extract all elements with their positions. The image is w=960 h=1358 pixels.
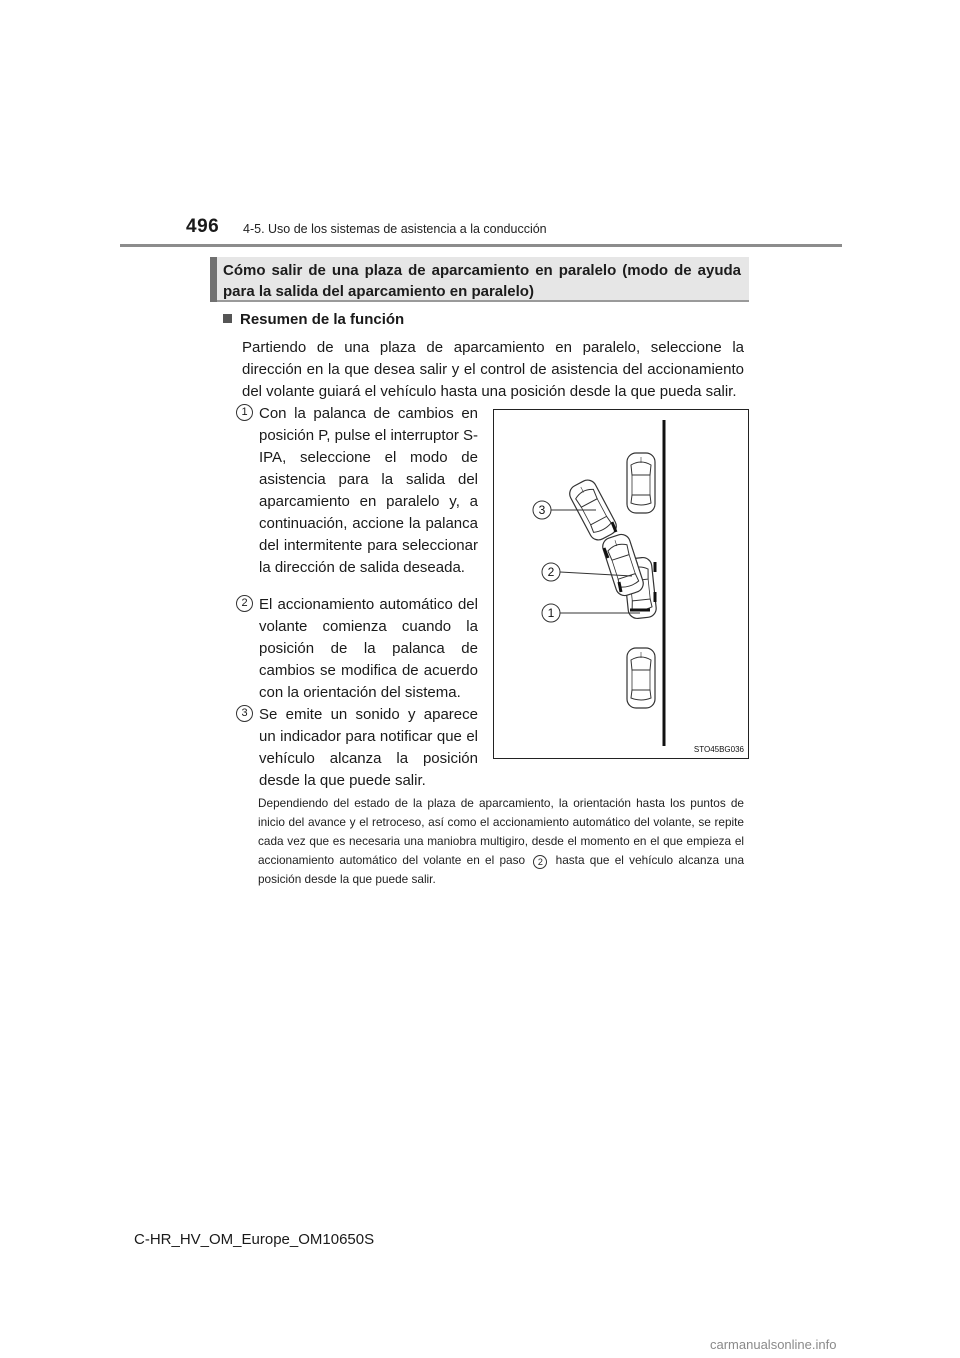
svg-text:2: 2 bbox=[547, 565, 555, 579]
subheading-text: Resumen de la función bbox=[240, 311, 405, 328]
note-text-before: Dependiendo del estado de la plaza de aparcamiento, la orientación hasta los puntos de inicio del avance y el retroceso, así como el accionamiento automático del volante, se repite cada vez que es necesaria una maniobra multigiro, desde el momento en el que empieza el accionamiento automático del volante en el paso bbox=[258, 796, 744, 867]
parking-diagram bbox=[493, 409, 749, 759]
section-title bbox=[223, 260, 741, 302]
intro-paragraph: Partiendo de una plaza de aparcamiento en paralelo, seleccione la dirección en la que desea salir y el control de asistencia del accionamiento del volante guiará el vehículo hasta una posición desde la que pueda salir. bbox=[242, 339, 744, 400]
callout-2 bbox=[542, 563, 560, 581]
step-1-text: Con la palanca de cambios en posición P, pulse el interruptor S-IPA, seleccione el modo de asistencia para la salida del aparcamiento en paralelo y, a continuación, accione la palanca del intermitente para seleccionar la dirección de salida deseada. bbox=[259, 405, 479, 576]
note-text-after: hasta que el vehículo alcanza una posición desde la que puede salir. bbox=[258, 853, 745, 886]
figure-code: STO45BG036 bbox=[693, 745, 744, 754]
watermark: carmanualsonline.info bbox=[710, 1337, 837, 1352]
section-title-bar bbox=[210, 257, 217, 302]
step-3-text: Se emite un sonido y aparece un indicador para notificar que el vehículo alcanza la posición desde la que puede salir. bbox=[259, 706, 478, 789]
svg-text:3: 3 bbox=[538, 503, 546, 517]
header-divider bbox=[120, 244, 842, 247]
svg-text:1: 1 bbox=[547, 606, 555, 620]
parked-car-rear bbox=[627, 648, 655, 708]
section-title-line-2: para la salida del aparcamiento en paralelo) bbox=[223, 283, 534, 300]
section-title-line-1: Cómo salir de una plaza de aparcamiento en paralelo (modo de ayuda bbox=[223, 262, 741, 279]
step-3-number: 3 bbox=[236, 705, 253, 722]
callout-3 bbox=[533, 501, 551, 519]
document-footer: C-HR_HV_OM_Europe_OM10650S bbox=[134, 1231, 375, 1248]
page-number: 496 bbox=[186, 216, 220, 237]
note-paragraph bbox=[258, 794, 744, 889]
step-2-number: 2 bbox=[236, 595, 253, 612]
chapter-title: 4-5. Uso de los sistemas de asistencia a la conducción bbox=[243, 222, 547, 236]
step-1-number: 1 bbox=[236, 404, 253, 421]
parking-diagram-svg bbox=[494, 410, 748, 758]
note-step-ref: 2 bbox=[533, 855, 547, 869]
square-bullet-icon bbox=[223, 314, 232, 323]
subheading bbox=[223, 311, 404, 328]
parked-car-front bbox=[627, 453, 655, 513]
step-2-text: El accionamiento automático del volante comienza cuando la posición de la palanca de cambios se modifica de acuerdo con la orientación del sistema. bbox=[259, 596, 478, 701]
callout-1 bbox=[542, 604, 560, 622]
